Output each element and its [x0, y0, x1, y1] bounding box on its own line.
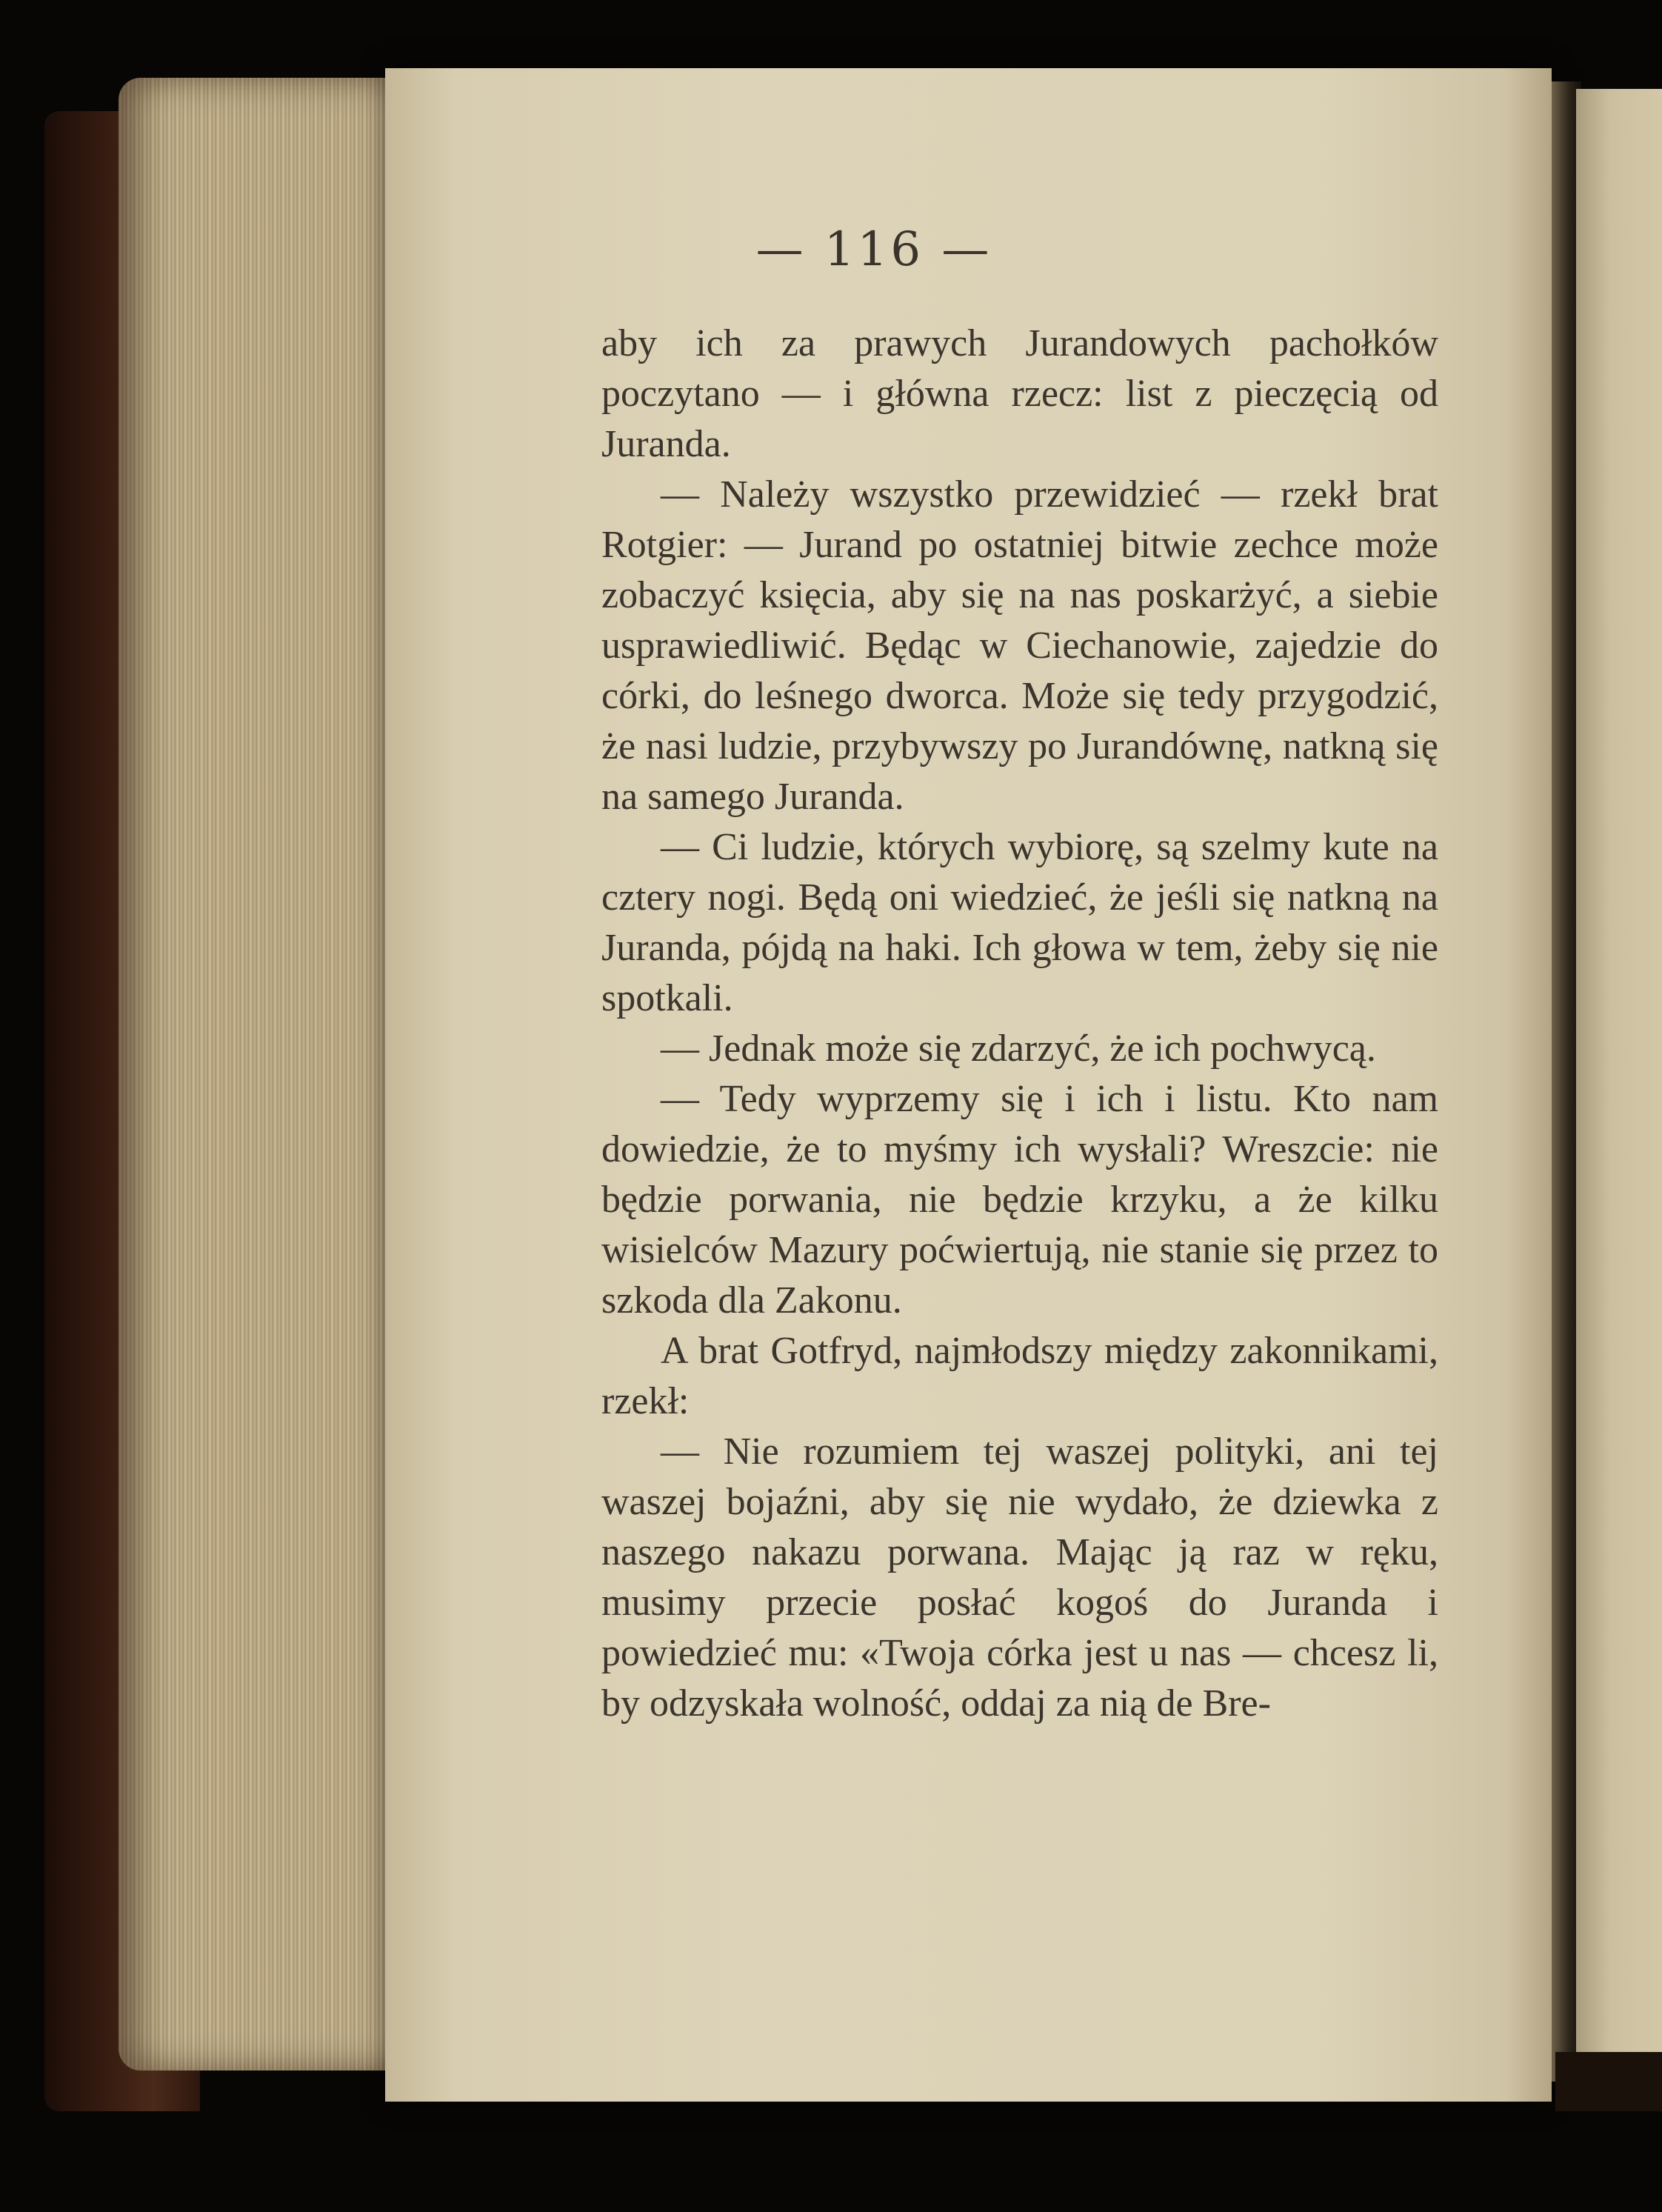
paragraph: — Tedy wyprzemy się i ich i listu. Kto nam dowiedzie, że to myśmy ich wysłali? Wreszcie: nie będzie porwania, nie będzie krzyku, a że kilku wisielców Mazury poćwiertują, nie stanie się przez to szkoda dla Zakonu. — [601, 1078, 1438, 1322]
paragraph: aby ich za prawych Jurandowych pachołków poczytano — i główna rzecz: list z pieczęcią od Juranda. — [601, 322, 1438, 465]
paragraph: — Ci ludzie, których wybiorę, są szelmy kute na cztery nogi. Będą oni wiedzieć, że jeśli się natkną na Juranda, pójdą na haki. Ich głowa w tem, żeby się nie spotkali. — [601, 826, 1438, 1019]
book-cover-right — [1555, 2052, 1662, 2111]
facing-page — [1576, 89, 1662, 2082]
page-text — [601, 319, 1438, 1729]
paragraph: A brat Gotfryd, najmłodszy między zakonnikami, rzekł: — [601, 1330, 1438, 1422]
paragraph: — Jednak może się zdarzyć, że ich pochwycą. — [661, 1027, 1376, 1070]
paragraph: — Nie rozumiem tej waszej polityki, ani tej waszej bojaźni, aby się nie wydało, że dziewka z naszego nakazu porwana. Mając ją raz w ręku, musimy przecie posłać kogoś do Juranda i powiedzieć mu: «Twoja córka jest u nas — chcesz li, by odzyskała wolność, oddaj za nią de Bre- — [601, 1430, 1438, 1725]
page-number: — 116 — — [755, 222, 992, 277]
page-edges — [119, 78, 415, 2071]
paragraph: — Należy wszystko przewidzieć — rzekł brat Rotgier: — Jurand po ostatniej bitwie zechce może zobaczyć księcia, aby się na nas poskarżyć, a siebie usprawiedliwić. Będąc w Ciechanowie, zajedzie do córki, do leśnego dworca. Może się tedy przygodzić, że nasi ludzie, przybywszy po Jurandównę, natkną się na samego Juranda. — [601, 473, 1438, 818]
